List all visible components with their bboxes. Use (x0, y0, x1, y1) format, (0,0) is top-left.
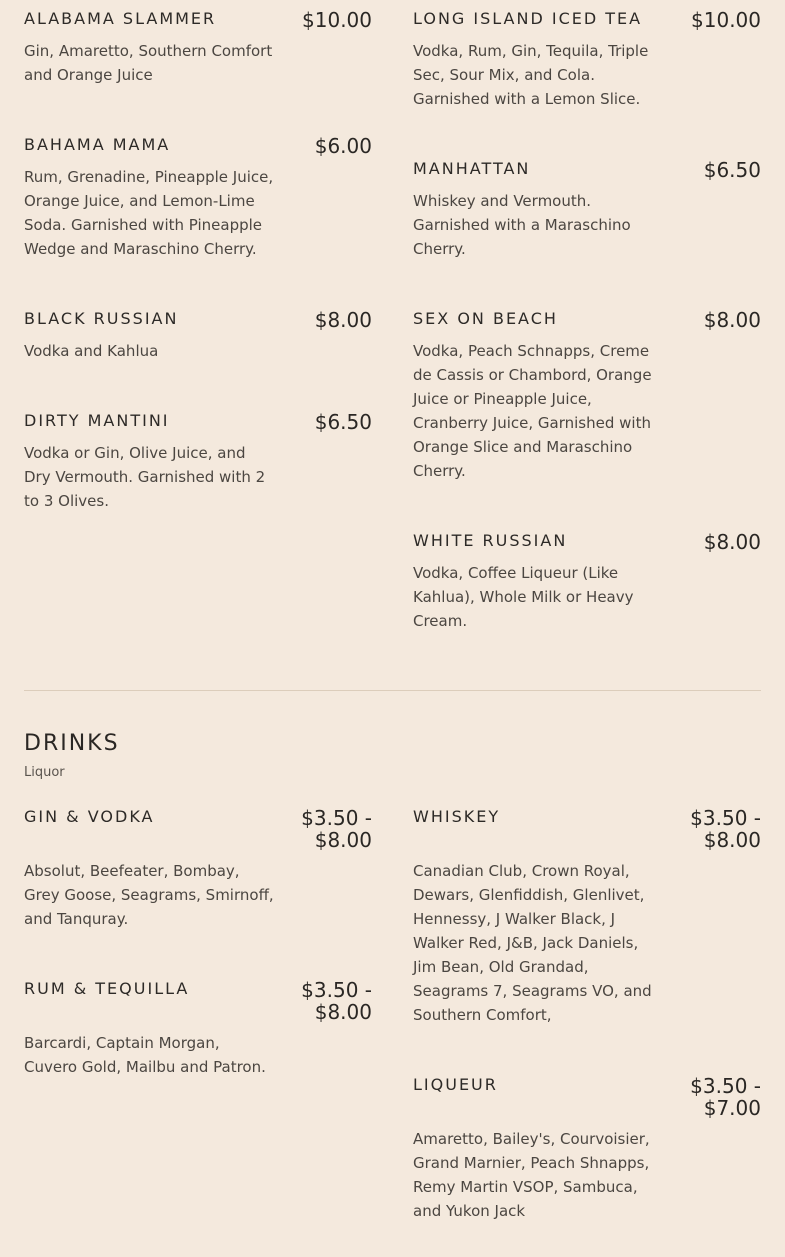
item-price: $8.00 (703, 530, 761, 554)
item-price: $3.50 - $8.00 (301, 978, 372, 1024)
section-divider (24, 690, 761, 691)
item-name: BAHAMA MAMA (24, 135, 171, 154)
item-price: $6.00 (314, 134, 372, 158)
item-price: $3.50 - $7.00 (690, 1074, 761, 1120)
item-price: $10.00 (691, 8, 761, 32)
item-price: $6.50 (703, 158, 761, 182)
item-name: BLACK RUSSIAN (24, 309, 179, 328)
item-name: LONG ISLAND ICED TEA (413, 9, 643, 28)
item-description: Vodka or Gin, Olive Juice, and Dry Vermouth. Garnished with 2 to 3 Olives. (24, 444, 266, 510)
item-price: $8.00 (314, 308, 372, 332)
item-name: SEX ON BEACH (413, 309, 558, 328)
item-description: Gin, Amaretto, Southern Comfort and Orange Juice (24, 42, 273, 84)
item-description: Absolut, Beefeater, Bombay, Grey Goose, Seagrams, Smirnoff, and Tanquray. (24, 862, 274, 928)
item-price: $10.00 (302, 8, 372, 32)
item-price: $8.00 (703, 308, 761, 332)
item-description: Rum, Grenadine, Pineapple Juice, Orange Juice, and Lemon-Lime Soda. Garnished with Pineapple Wedge and Maraschino Cherry. (24, 168, 274, 258)
item-description: Canadian Club, Crown Royal, Dewars, Glenfiddish, Glenlivet, Hennessy, J Walker Black, J Walker Red, J&B, Jack Daniels, Jim Bean, Old Grandad, Seagrams 7, Seagrams VO, and Southern Comfort, (413, 862, 652, 1024)
item-description: Whiskey and Vermouth. Garnished with a Maraschino Cherry. (413, 192, 631, 258)
item-name: MANHATTAN (413, 159, 531, 178)
item-description: Vodka and Kahlua (24, 342, 159, 360)
item-name: LIQUEUR (413, 1075, 498, 1094)
item-description: Amaretto, Bailey's, Courvoisier, Grand Marnier, Peach Shnapps, Remy Martin VSOP, Sambuca, and Yukon Jack (413, 1130, 650, 1220)
section-title: DRINKS (24, 731, 120, 756)
item-description: Vodka, Coffee Liqueur (Like Kahlua), Whole Milk or Heavy Cream. (413, 564, 634, 630)
item-price: $6.50 (314, 410, 372, 434)
item-name: WHITE RUSSIAN (413, 531, 568, 550)
item-name: RUM & TEQUILLA (24, 979, 190, 998)
section-subtitle: Liquor (24, 765, 65, 780)
item-description: Barcardi, Captain Morgan, Cuvero Gold, Mailbu and Patron. (24, 1034, 266, 1076)
item-price: $3.50 - $8.00 (690, 806, 761, 852)
item-name: GIN & VODKA (24, 807, 155, 826)
item-description: Vodka, Peach Schnapps, Creme de Cassis or Chambord, Orange Juice or Pineapple Juice, Cranberry Juice, Garnished with Orange Slice and Maraschino Cherry. (413, 342, 652, 480)
item-name: DIRTY MANTINI (24, 411, 170, 430)
item-description: Vodka, Rum, Gin, Tequila, Triple Sec, Sour Mix, and Cola. Garnished with a Lemon Slice. (413, 42, 649, 108)
item-name: ALABAMA SLAMMER (24, 9, 217, 28)
item-price: $3.50 - $8.00 (301, 806, 372, 852)
item-name: WHISKEY (413, 807, 501, 826)
